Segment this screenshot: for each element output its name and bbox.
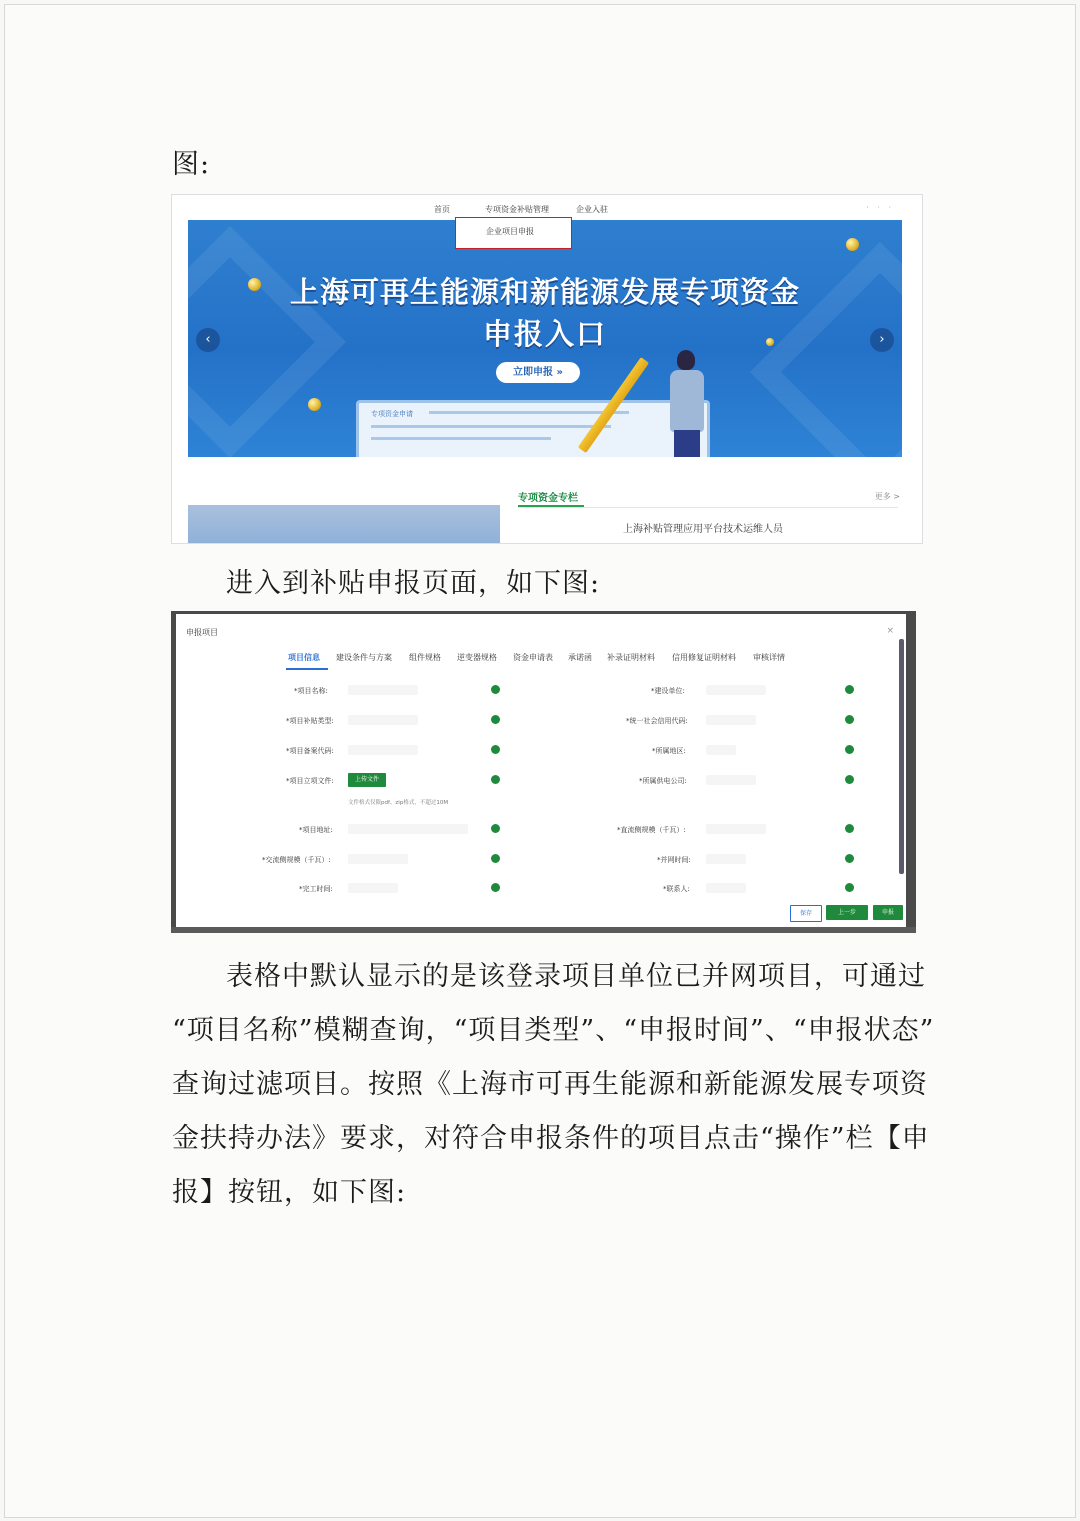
status-dot-icon [491, 883, 500, 892]
figure-lead-label: 图: [172, 149, 211, 180]
person-illustration-body [670, 370, 704, 432]
nav-subsidy-management[interactable]: 专项资金补贴管理 [485, 205, 549, 214]
status-dot-icon [491, 715, 500, 724]
tab-module-spec[interactable]: 组件规格 [409, 653, 441, 662]
hero-banner [188, 220, 902, 457]
project-name-input[interactable] [348, 685, 418, 695]
tab-inverter-spec[interactable]: 逆变器规格 [457, 653, 497, 662]
status-dot-icon [845, 883, 854, 892]
field-label-dc-capacity: *直流侧规模（千瓦）: [617, 826, 686, 834]
grid-time-input[interactable] [706, 854, 746, 864]
status-dot-icon [845, 824, 854, 833]
credit-code-input[interactable] [706, 715, 756, 725]
column-title[interactable]: 专项资金专栏 [518, 493, 578, 504]
field-label-builder: *建设单位: [651, 687, 685, 695]
window-controls: · · · [866, 203, 894, 212]
more-link[interactable]: 更多 > [874, 492, 900, 501]
carousel-next-icon[interactable]: › [870, 328, 894, 352]
status-dot-icon [491, 775, 500, 784]
banner-title-line1: 上海可再生能源和新能源发展专项资金 [289, 275, 800, 309]
contact-input[interactable] [706, 883, 746, 893]
nav-enterprise-entry[interactable]: 企业入驻 [576, 205, 608, 214]
filing-code-input[interactable] [348, 745, 418, 755]
card-line [371, 437, 551, 440]
status-dot-icon [491, 745, 500, 754]
portal-homepage-screenshot [171, 194, 923, 544]
power-company-select[interactable] [706, 775, 756, 785]
news-thumbnail[interactable] [188, 505, 500, 544]
coin-icon [308, 398, 321, 411]
status-dot-icon [845, 775, 854, 784]
nav-home[interactable]: 首页 [434, 205, 450, 214]
builder-input[interactable] [706, 685, 766, 695]
status-dot-icon [845, 854, 854, 863]
completion-time-input[interactable] [348, 883, 398, 893]
intro-paragraph: 进入到补贴申报页面，如下图: [226, 568, 601, 599]
dc-capacity-input[interactable] [706, 824, 766, 834]
form-tabs [176, 652, 906, 668]
field-label-subsidy-type: *项目补贴类型: [286, 717, 334, 725]
application-modal [176, 614, 906, 928]
column-list-item[interactable]: 上海补贴管理应用平台技术运维人员 [623, 524, 783, 535]
column-title-underline [518, 505, 584, 507]
card-line [371, 425, 611, 428]
banner-title-line2: 申报入口 [482, 317, 607, 351]
field-label-contact: *联系人: [663, 885, 690, 893]
subsidy-type-select[interactable] [348, 715, 418, 725]
carousel-prev-icon[interactable]: ‹ [196, 328, 220, 352]
field-label-completion-time: *完工时间: [299, 885, 333, 893]
submit-application-button[interactable]: 申报 [873, 905, 903, 920]
active-tab-indicator [286, 668, 328, 670]
body-line-3: 查询过滤项目。按照《上海市可再生能源和新能源发展专项资 [172, 1069, 928, 1100]
background-table-strip [171, 927, 916, 933]
application-form-screenshot [171, 611, 916, 933]
menu-item-project-application[interactable]: 企业项目申报 [486, 227, 534, 236]
modal-title: 申报项目 [186, 628, 218, 637]
status-dot-icon [491, 824, 500, 833]
body-line-2: “项目名称”模糊查询，“项目类型”、“申报时间”、“申报状态” [172, 1015, 935, 1046]
card-line [429, 411, 629, 414]
column-divider [518, 507, 898, 508]
previous-step-button[interactable]: 上一步 [826, 905, 868, 920]
tab-project-info[interactable]: 项目信息 [288, 653, 320, 662]
tab-commitment[interactable]: 承诺函 [568, 653, 592, 662]
close-icon[interactable]: × [886, 626, 894, 636]
card-label: 专项资金申请 [371, 410, 413, 418]
field-label-credit-code: *统一社会信用代码: [626, 717, 688, 725]
carousel-dots[interactable] [518, 449, 540, 457]
tab-credit-repair[interactable]: 信用修复证明材料 [672, 653, 736, 662]
field-label-filing-code: *项目备案代码: [286, 747, 334, 755]
tab-construction-plan[interactable]: 建设条件与方案 [336, 653, 392, 662]
upload-hint: 文件格式仅限pdf、zip格式，不超过10M [348, 800, 449, 806]
body-line-1: 表格中默认显示的是该登录项目单位已并网项目，可通过 [226, 961, 926, 992]
ac-capacity-input[interactable] [348, 854, 408, 864]
save-button[interactable]: 保存 [790, 905, 822, 922]
apply-now-button[interactable]: 立即申报 » [496, 362, 580, 383]
status-dot-icon [845, 715, 854, 724]
address-input[interactable] [348, 824, 468, 834]
tab-review-details[interactable]: 审核详情 [753, 653, 785, 662]
person-illustration-legs [674, 430, 700, 457]
coin-icon [846, 238, 859, 251]
status-dot-icon [845, 685, 854, 694]
body-line-5: 报】按钮，如下图: [172, 1177, 407, 1208]
field-label-ac-capacity: *交流侧规模（千瓦）: [262, 856, 331, 864]
upload-file-button[interactable]: 上传文件 [348, 773, 386, 787]
status-dot-icon [491, 685, 500, 694]
scrollbar[interactable] [899, 639, 904, 874]
field-label-approval-file: *项目立项文件: [286, 777, 334, 785]
body-line-4: 金扶持办法》要求，对符合申报条件的项目点击“操作”栏【申 [172, 1123, 930, 1154]
person-illustration-head [677, 350, 695, 370]
field-label-address: *项目地址: [299, 826, 333, 834]
subsidy-dropdown-menu [455, 217, 572, 249]
field-label-region: *所属地区: [652, 747, 686, 755]
field-label-power-company: *所属供电公司: [639, 777, 687, 785]
status-dot-icon [491, 854, 500, 863]
field-label-project-name: *项目名称: [294, 687, 328, 695]
region-select[interactable] [706, 745, 736, 755]
status-dot-icon [845, 745, 854, 754]
tab-fund-form[interactable]: 资金申请表 [513, 653, 553, 662]
field-label-grid-time: *并网时间: [657, 856, 691, 864]
tab-supplementary[interactable]: 补录证明材料 [607, 653, 655, 662]
